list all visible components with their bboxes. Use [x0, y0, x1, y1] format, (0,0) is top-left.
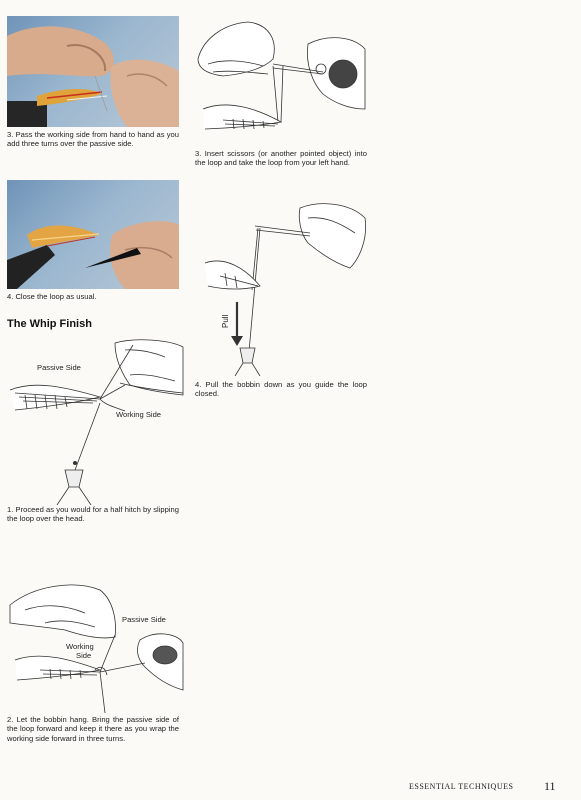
footer-section-name: ESSENTIAL TECHNIQUES	[409, 782, 514, 791]
pull-label: Pull	[221, 314, 230, 328]
photo-closing-loop	[7, 180, 179, 289]
whip2-label-working-line2: Side	[76, 651, 92, 660]
whip2-label-working-line1: Working	[66, 642, 94, 651]
step4-left-caption: 4. Close the loop as usual.	[7, 292, 97, 301]
photo-passing-working-side	[7, 16, 179, 127]
right3-drawing	[193, 14, 368, 146]
whip-finish-illustration-1	[5, 335, 185, 505]
step4-right-caption: 4. Pull the bobbin down as you guide the loop closed.	[195, 380, 367, 399]
whip1-label-working: Working Side	[116, 410, 162, 419]
whip1-caption: 1. Proceed as you would for a half hitch by slipping the loop over the head.	[7, 505, 179, 524]
whip2-caption: 2. Let the bobbin hang. Bring the passive side of the loop forward and keep it there as you wrap the working side forward in three turns.	[7, 715, 179, 743]
section-title: The Whip Finish	[7, 318, 92, 330]
whip1-label-passive: Passive Side	[37, 363, 81, 372]
photo-fly-close-image	[7, 180, 179, 289]
whip-finish-illustration-2	[5, 575, 185, 713]
right4-drawing	[200, 198, 370, 376]
right-step3-illustration	[193, 14, 368, 146]
step3-left-caption: 3. Pass the working side from hand to hand as you add three turns over the passive side.	[7, 130, 179, 149]
photo-hands-fly-image	[7, 16, 179, 127]
step3-right-caption: 3. Insert scissors (or another pointed object) into the loop and take the loop from your left hand.	[195, 149, 367, 168]
whip2-drawing	[5, 575, 185, 713]
whip2-label-passive: Passive Side	[122, 615, 166, 624]
whip1-drawing	[5, 335, 185, 505]
footer-page-number: 11	[544, 779, 556, 793]
right-step4-illustration	[200, 198, 370, 376]
